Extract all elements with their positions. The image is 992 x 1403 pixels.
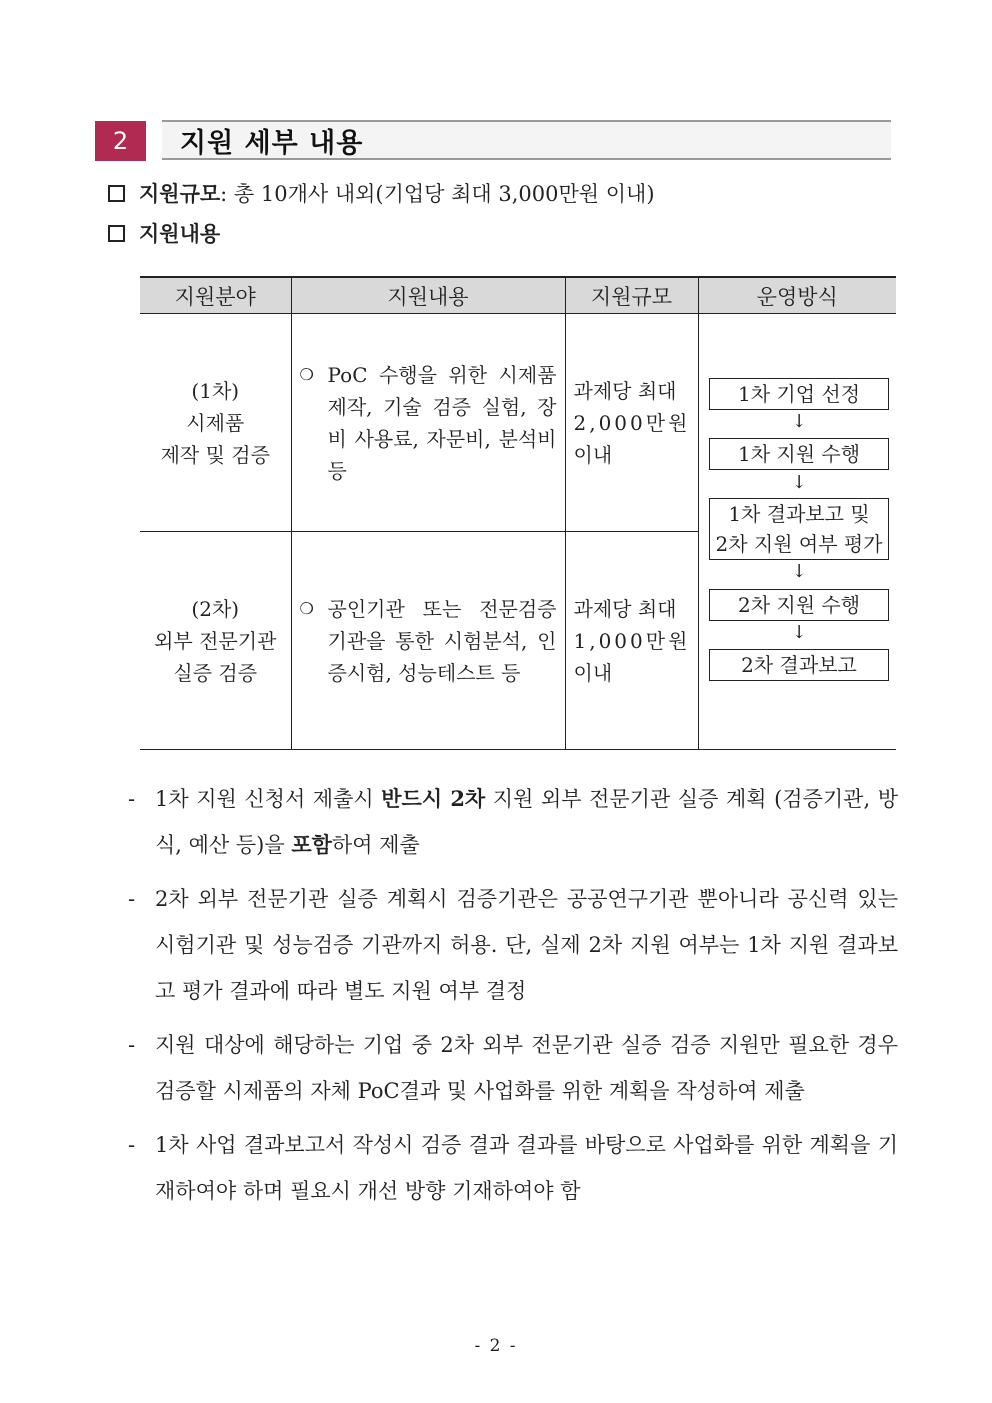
header-scale: 지원규모 xyxy=(565,277,698,314)
row1-area-line: 제작 및 검증 xyxy=(160,442,270,467)
note-3: 지원 대상에 해당하는 기업 중 2차 외부 전문기관 실증 검증 지원만 필요한 경우 검증할 시제품의 자체 PoC결과 및 사업화를 위한 계획을 작성하여 제출 xyxy=(155,1033,898,1103)
row2-area-line: 실증 검증 xyxy=(173,660,258,685)
flow-step-2: 1차 지원 수행 xyxy=(709,438,889,470)
arrow-down-icon: ↓ xyxy=(791,411,807,432)
list-item xyxy=(128,1122,898,1214)
header-area: 지원분야 xyxy=(140,277,291,314)
flow-step-3-line: 2차 지원 여부 평가 xyxy=(715,532,883,556)
support-scale-label: 지원규모 xyxy=(139,181,221,206)
row2-scale-line: 과제당 최대 xyxy=(573,596,677,621)
list-item xyxy=(128,1022,898,1114)
item-support-scale xyxy=(108,178,655,208)
note-4: 1차 사업 결과보고서 작성시 검증 결과 결과를 바탕으로 사업화를 위한 계획을 기재하여야 하며 필요시 개선 방향 기재하여야 함 xyxy=(155,1133,898,1203)
row1-scale xyxy=(565,314,698,532)
section-title-bar xyxy=(162,120,891,160)
support-scale-text: : 총 10개사 내외(기업당 최대 3,000만원 이내) xyxy=(220,182,655,206)
table-header-row xyxy=(140,277,896,314)
section-title: 지원 세부 내용 xyxy=(180,127,364,159)
list-item xyxy=(128,776,898,868)
row1-area-line: (1차) xyxy=(191,378,240,403)
row2-content xyxy=(291,532,565,750)
flow-step-3-line: 1차 결과보고 및 xyxy=(728,502,870,526)
row2-scale xyxy=(565,532,698,750)
list-item xyxy=(128,876,898,1014)
circle-bullet-icon: ❍ xyxy=(299,598,314,618)
section-number: 2 xyxy=(95,121,146,161)
dash-bullet: - xyxy=(128,887,136,911)
note-1: 1차 지원 신청서 제출시 반드시 2차 지원 외부 전문기관 실증 계획 (검증기관, 방식, 예산 등)을 포함하여 제출 xyxy=(155,786,898,857)
row1-content-text: PoC 수행을 위한 시제품 제작, 기술 검증 실험, 장비 사용료, 자문비, 분석비 등 xyxy=(327,362,557,483)
page-number: - 2 - xyxy=(474,1336,518,1356)
arrow-down-icon: ↓ xyxy=(791,472,807,493)
row2-area xyxy=(140,532,291,750)
flow-step-4: 2차 지원 수행 xyxy=(709,589,889,621)
arrow-down-icon: ↓ xyxy=(791,561,807,582)
row1-scale-line: 이내 xyxy=(573,442,613,467)
row2-scale-line: 1,000만원 xyxy=(573,628,691,653)
flow-step-3 xyxy=(709,498,889,560)
row2-area-line: (2차) xyxy=(191,596,240,621)
square-bullet-icon xyxy=(108,225,125,242)
dash-bullet: - xyxy=(128,1033,136,1057)
flow-step-1: 1차 기업 선정 xyxy=(709,378,889,410)
support-content-label: 지원내용 xyxy=(139,221,221,246)
dash-bullet: - xyxy=(128,787,136,811)
row1-area-line: 시제품 xyxy=(186,410,245,435)
flow-step-5: 2차 결과보고 xyxy=(709,649,889,681)
row1-scale-line: 2,000만원 xyxy=(573,410,691,435)
row1-content xyxy=(291,314,565,532)
circle-bullet-icon: ❍ xyxy=(299,364,314,384)
row2-scale-line: 이내 xyxy=(573,660,613,685)
item-support-content xyxy=(108,218,220,248)
arrow-down-icon: ↓ xyxy=(791,622,807,643)
square-bullet-icon xyxy=(108,185,125,202)
note-2: 2차 외부 전문기관 실증 계획시 검증기관은 공공연구기관 뿐아니라 공신력 있는 시험기관 및 성능검증 기관까지 허용. 단, 실제 2차 지원 여부는 1차 지원 결과보고 평가 결과에 따라 별도 지원 여부 결정 xyxy=(155,887,898,1003)
row1-area xyxy=(140,314,291,532)
row2-content-text: 공인기관 또는 전문검증 기관을 통한 시험분석, 인증시험, 성능테스트 등 xyxy=(327,596,557,685)
notes-list xyxy=(128,776,898,1222)
row1-scale-line: 과제당 최대 xyxy=(573,378,677,403)
dash-bullet: - xyxy=(128,1133,136,1157)
header-method: 운영방식 xyxy=(698,277,896,314)
row2-area-line: 외부 전문기관 xyxy=(154,628,277,653)
header-content: 지원내용 xyxy=(291,277,565,314)
